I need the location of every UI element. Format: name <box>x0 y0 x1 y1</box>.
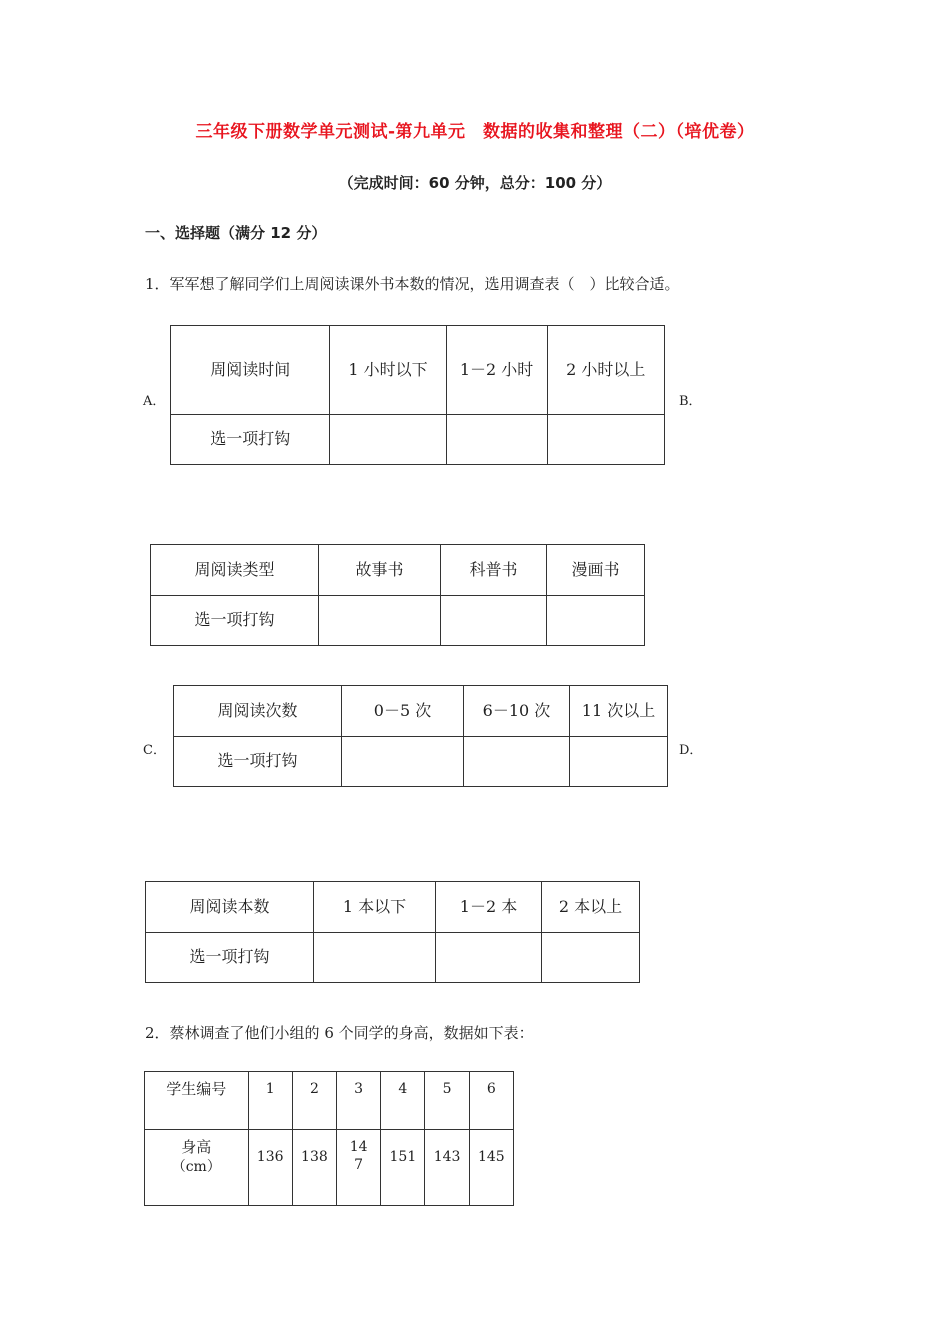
table-cell: 5 <box>425 1072 469 1130</box>
table-cell: 1 小时以下 <box>330 326 446 415</box>
height-data-table <box>144 1071 514 1206</box>
table-row <box>171 326 665 415</box>
table-cell: 2 小时以上 <box>547 326 664 415</box>
table-cell: 0－5 次 <box>342 686 464 737</box>
table-row <box>151 596 645 646</box>
table-cell <box>464 737 570 787</box>
table-cell <box>542 933 640 983</box>
table-cell: 选一项打钩 <box>171 415 330 465</box>
table-row <box>146 933 640 983</box>
table-cell: 周阅读时间 <box>171 326 330 415</box>
survey-table-b <box>150 544 645 646</box>
table-row <box>171 415 665 465</box>
table-cell: 11 次以上 <box>570 686 668 737</box>
table-cell <box>547 415 664 465</box>
document-subtitle: （完成时间：60 分钟，总分：100 分） <box>338 174 612 192</box>
table-cell: 1 本以下 <box>314 882 436 933</box>
table-cell: 周阅读次数 <box>174 686 342 737</box>
option-c-label: C． <box>143 743 166 758</box>
height-label: 身高 <box>181 1138 212 1156</box>
table-cell <box>446 415 547 465</box>
table-cell: 学生编号 <box>145 1072 249 1130</box>
document-title: 三年级下册数学单元测试-第九单元 数据的收集和整理（二）（培优卷） <box>195 122 755 142</box>
table-cell: 1－2 小时 <box>446 326 547 415</box>
table-cell: 选一项打钩 <box>174 737 342 787</box>
table-cell: 选一项打钩 <box>151 596 319 646</box>
table-cell: 6－10 次 <box>464 686 570 737</box>
height-unit: （cm） <box>171 1158 221 1175</box>
table-cell: 145 <box>469 1130 513 1206</box>
option-a-label: A． <box>143 394 166 409</box>
table-cell: 漫画书 <box>547 545 645 596</box>
table-cell: 3 <box>337 1072 381 1130</box>
option-b-label: B． <box>679 394 702 409</box>
table-cell: 周阅读类型 <box>151 545 319 596</box>
table-cell <box>342 737 464 787</box>
table-cell: 1－2 本 <box>436 882 542 933</box>
table-cell <box>145 1130 249 1206</box>
table-row <box>145 1130 514 1206</box>
question-2-text: 2．蔡林调查了他们小组的 6 个同学的身高，数据如下表： <box>145 1024 534 1042</box>
table-cell: 选一项打钩 <box>146 933 314 983</box>
table-cell: 6 <box>469 1072 513 1130</box>
table-cell: 周阅读本数 <box>146 882 314 933</box>
table-cell: 151 <box>381 1130 425 1206</box>
survey-table-c <box>173 685 668 787</box>
table-row <box>145 1072 514 1130</box>
table-cell <box>441 596 547 646</box>
table-cell: 143 <box>425 1130 469 1206</box>
table-cell <box>570 737 668 787</box>
table-row <box>146 882 640 933</box>
table-cell <box>436 933 542 983</box>
table-cell <box>547 596 645 646</box>
table-cell: 科普书 <box>441 545 547 596</box>
table-cell: 136 <box>248 1130 292 1206</box>
option-d-label: D． <box>679 743 703 758</box>
table-cell: 1 <box>248 1072 292 1130</box>
table-cell: 147 <box>337 1130 381 1206</box>
table-cell: 4 <box>381 1072 425 1130</box>
section-heading: 一、选择题（满分 12 分） <box>145 224 327 242</box>
table-row <box>174 686 668 737</box>
table-cell: 2 本以上 <box>542 882 640 933</box>
survey-table-a <box>170 325 665 465</box>
table-row <box>174 737 668 787</box>
table-cell <box>319 596 441 646</box>
table-cell <box>314 933 436 983</box>
table-cell: 故事书 <box>319 545 441 596</box>
table-cell: 2 <box>292 1072 336 1130</box>
table-row <box>151 545 645 596</box>
table-cell: 138 <box>292 1130 336 1206</box>
table-cell <box>330 415 446 465</box>
survey-table-d <box>145 881 640 983</box>
question-1-text: 1．军军想了解同学们上周阅读课外书本数的情况，选用调查表（ ）比较合适。 <box>145 275 680 293</box>
